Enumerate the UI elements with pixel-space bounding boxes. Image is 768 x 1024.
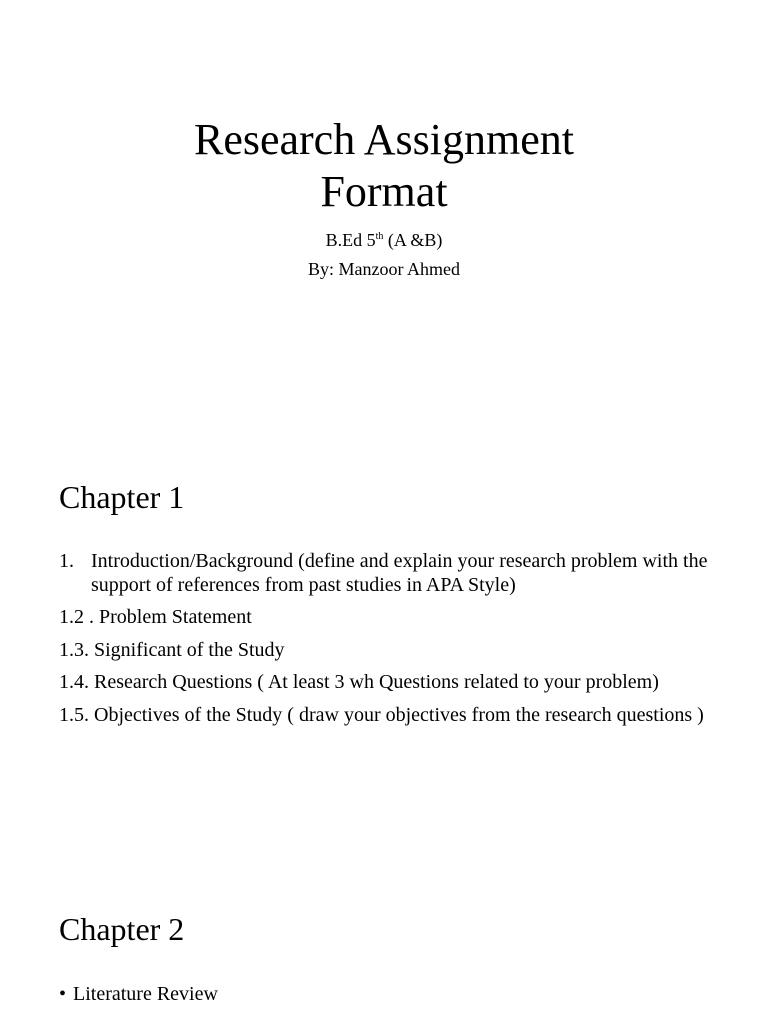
chapter-1-list [59,550,719,736]
document-title [0,114,768,218]
list-item [59,983,719,1007]
course-subtitle [0,229,768,251]
list-item-text: Introduction/Background (define and explain your research problem with the support of references from past studies in APA Style) [91,550,708,596]
course-sections: (A &B) [383,230,443,250]
title-slide [0,0,768,430]
list-item: 1.2 . Problem Statement [59,606,252,628]
list-item-number: 1. [59,550,74,572]
title-line-1: Research Assignment [193,115,575,164]
chapter-2-list [59,983,719,1007]
chapter-2-slide [0,860,768,1024]
chapter-1-heading: Chapter 1 [59,479,185,515]
list-item-text: Literature Review [73,983,218,1005]
list-item: 1.4. Research Questions ( At least 3 wh Questions related to your problem) [59,671,659,693]
course-name: B.Ed 5 [325,230,376,250]
chapter-1-slide [0,430,768,860]
bullet-icon: • [59,983,67,1005]
chapter-2-heading: Chapter 2 [59,911,185,947]
list-item: 1.5. Objectives of the Study ( draw your objectives from the research questions ) [59,703,704,726]
course-ordinal-suffix: th [375,231,384,242]
list-item [59,550,719,597]
author-line: By: Manzoor Ahmed [308,259,460,279]
list-item: 1.3. Significant of the Study [59,638,285,661]
title-line-2: Format [320,167,448,216]
